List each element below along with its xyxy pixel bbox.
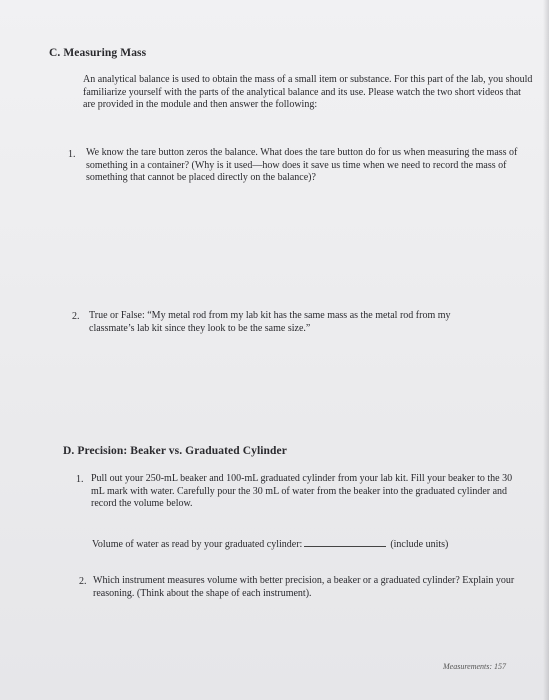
volume-label: Volume of water as read by your graduated cylinder: <box>92 539 303 550</box>
section-c-q1-number: 1. <box>68 149 76 160</box>
section-c-heading: C. Measuring Mass <box>49 47 147 59</box>
section-d-heading: D. Precision: Beaker vs. Graduated Cylinder <box>63 445 287 457</box>
page-footer: Measurements: 157 <box>443 662 507 671</box>
page-edge-shadow <box>543 0 549 700</box>
section-c-q1-text: We know the tare button zeros the balance. What does the tare button do for us when measuring the mass of something in a container? (Why is it used—how does it save us time when we need to record the mass of something that cannot be placed directly on the balance)? <box>86 147 518 184</box>
section-c-q2-number: 2. <box>72 311 80 322</box>
section-d-q2-text: Which instrument measures volume with better precision, a beaker or a graduated cylinder? Explain your reasoning. (Think about the shape of each instrument). <box>93 575 515 599</box>
section-c-q2-text: True or False: “My metal rod from my lab kit has the same mass as the metal rod from my classmate’s lab kit since they look to be the same size.” <box>89 310 451 334</box>
section-d-q2-number: 2. <box>79 576 87 587</box>
volume-row <box>92 537 532 552</box>
volume-answer-blank[interactable] <box>304 537 386 547</box>
section-c-intro: An analytical balance is used to obtain the mass of a small item or substance. For this part of the lab, you should familiarize yourself with the parts of the analytical balance and its use. Please watch the two short videos that are provided in the module and then answer the following: <box>83 74 533 111</box>
volume-units-note: (include units) <box>390 539 449 550</box>
section-d-q1-text: Pull out your 250-mL beaker and 100-mL graduated cylinder from your lab kit. Fill your beaker to the 30 mL mark with water. Carefully pour the 30 mL of water from the beaker into the graduated cylinder and record the volume below. <box>91 473 513 510</box>
section-d-q1-number: 1. <box>76 474 84 485</box>
